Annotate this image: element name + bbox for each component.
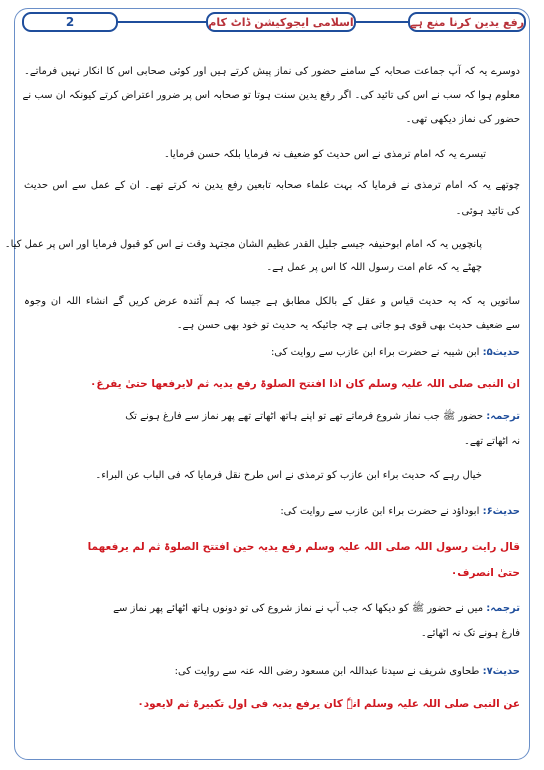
text-line: نہ اٹھاتے تھے۔ [464,436,520,447]
hadith-label: حدیث۷: [482,666,520,677]
hadith-intro: ابن شیبہ نے حضرت براء ابن عازب سے روایت کی: [270,347,480,358]
translation-line [125,410,520,424]
text-line: خیال رہے کہ حدیث براء ابن عازب کو ترمذی نے اس طرح نقل فرمایا کہ فی الباب عن البراء۔ [95,470,482,481]
hadith-heading [271,347,520,358]
text-line: حضور کی نماز دیکھی تھی۔ [405,114,520,125]
text-line: معلوم ہوا کہ سب نے اس کی تائید کی۔ اگر رفع یدین سنت ہوتا تو صحابہ اس پر ضرور اعتراض کرتے کیونکہ ان سب نے [22,90,520,101]
text-line: کی تائید ہوئی۔ [455,206,520,217]
text-line: ساتویں یہ کہ یہ حدیث قیاس و عقل کے بالکل مطابق ہے جیسا کہ ہم آئندہ عرض کریں گے انشاء اللہ ان وجوہ [24,296,520,307]
page-header [14,8,530,34]
text-line: چھٹے یہ کہ عام امت رسول اللہ کا اس پر عمل ہے۔ [266,262,482,273]
hadith-intro: ابوداؤد نے حضرت براء ابن عازب سے روایت کی: [280,506,480,517]
text-line: تیسرے یہ کہ امام ترمذی نے اس حدیث کو ضعیف نہ فرمایا بلکہ حسن فرمایا۔ [164,149,486,160]
arabic-text: عن النبی صلی اللہ علیہ وسلم انہٗ کان یرفع یدیہ فی اول تکبیرۃ ثم لایعود۰ [137,698,520,710]
translation-text: میں نے حضور ﷺ کو دیکھا کہ جب آپ نے نماز شروع کی تو دونوں ہاتھ اٹھائے پھر نماز سے [113,603,484,614]
page-title: رفع یدین کرنا منع ہے [408,12,526,32]
text-line: دوسرے یہ کہ آپ جماعت صحابہ کے سامنے حضور کی نماز پیش کرتے ہیں اور کوئی صحابی اس کا انکار نہیں فرماتے۔ [24,66,520,77]
translation-label: ترجمہ: [486,603,520,614]
translation-label: ترجمہ: [486,411,520,422]
hadith-intro: طحاوی شریف نے سیدنا عبداللہ ابن مسعود رضی اللہ عنہ سے روایت کی: [174,666,480,677]
text-line: فارغ ہونے تک نہ اٹھائے۔ [420,628,520,639]
arabic-text: قال رایت رسول اللہ صلی اللہ علیہ وسلم رفع یدیہ حین افتتح الصلوۃ ثم لم یرفعھما [87,541,520,553]
arabic-text: ان النبی صلی اللہ علیہ وسلم کان اذا افتتح الصلوۃ رفع یدیہ ثم لایرفعھا حتیٰ یفرغ۰ [89,378,520,390]
translation-text: حضور ﷺ جب نماز شروع فرماتے تھے تو اپنے ہاتھ اٹھاتے تھے پھر نماز سے فارغ ہونے تک [125,411,484,422]
hadith-heading [280,506,520,517]
site-name: اسلامی ایجوکیشن ڈاٹ کام [206,12,356,32]
translation-line [113,602,520,616]
text-line: سے ضعیف حدیث بھی قوی ہو جاتی ہے چہ جائیکہ یہ حدیث تو خود بھی حسن ہے۔ [176,320,520,331]
hadith-label: حدیث۶: [482,506,520,517]
text-line: پانچویں یہ کہ امام ابوحنیفہ جیسے جلیل القدر عظیم الشان مجتہد وقت نے اس کو قبول فرمایا اور اس پر عمل کیا۔ [4,239,482,250]
hadith-label: حدیث۵: [482,347,520,358]
header-rule-left [118,21,206,23]
text-line: چوتھے یہ کہ امام ترمذی نے فرمایا کہ بہت علماء صحابہ تابعین رفع یدین نہ کرتے تھے۔ ان کے عمل سے اس حدیث [24,180,520,191]
arabic-text: حتیٰ انصرف۰ [450,567,520,579]
page-number: 2 [22,12,118,32]
header-rule-right [356,21,408,23]
hadith-heading [175,666,520,677]
